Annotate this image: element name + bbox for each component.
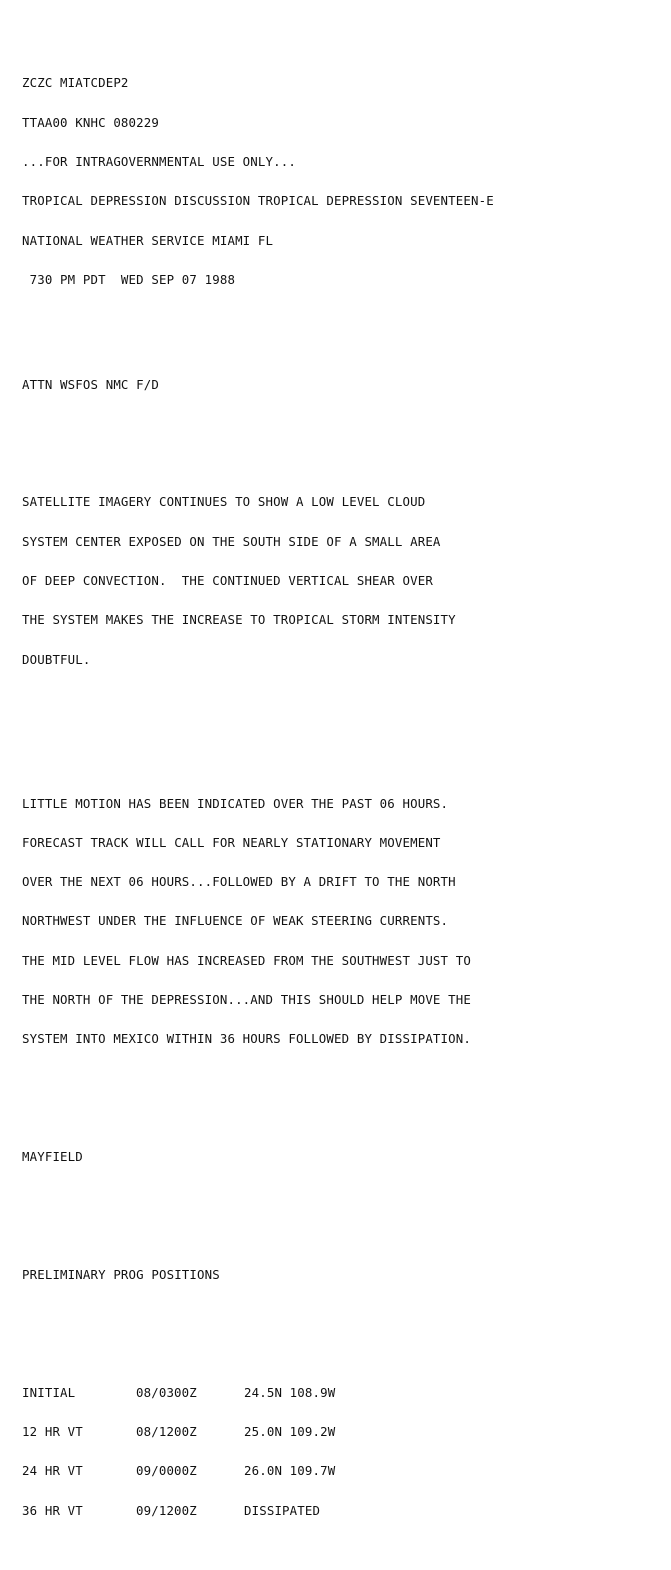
paragraph-line: SYSTEM INTO MEXICO WITHIN 36 HOURS FOLLOWED BY DISSIPATION. [22,1031,471,1047]
header-line: ZCZC MIATCDEP2 [22,75,129,91]
prog-row [22,1386,662,1399]
paragraph-line: SATELLITE IMAGERY CONTINUES TO SHOW A LOW LEVEL CLOUD [22,494,426,510]
paragraph-line: THE MID LEVEL FLOW HAS INCREASED FROM THE SOUTHWEST JUST TO [22,952,471,968]
header-line: TTAA00 KNHC 080229 [22,114,159,130]
header-line: 730 PM PDT WED SEP 07 1988 [22,271,236,287]
prog-time: 09/1200Z [136,1502,197,1518]
spacer [22,1098,662,1111]
header-block [22,50,662,312]
paragraph-line: LITTLE MOTION HAS BEEN INDICATED OVER THE PAST 06 HOURS. [22,795,449,811]
prog-position: 26.0N 109.7W [244,1463,336,1479]
prog-time: 09/0000Z [136,1463,197,1479]
spacer [22,417,662,430]
prog-label: 36 HR VT [22,1502,83,1518]
prog-position: 25.0N 109.2W [244,1424,336,1440]
prog-time: 08/1200Z [136,1424,197,1440]
header-line: TROPICAL DEPRESSION DISCUSSION TROPICAL DEPRESSION SEVENTEEN-E [22,193,494,209]
discussion-document [22,24,662,1556]
prog-label: 12 HR VT [22,1424,83,1440]
paragraph-line: THE NORTH OF THE DEPRESSION...AND THIS SHOULD HELP MOVE THE [22,991,471,1007]
paragraph-line: DOUBTFUL. [22,651,91,667]
prog-position: DISSIPATED [244,1502,321,1518]
paragraph-line: NORTHWEST UNDER THE INFLUENCE OF WEAK STEERING CURRENTS. [22,913,449,929]
spacer [22,1307,662,1320]
prog-table [22,1360,662,1543]
spacer [22,718,662,731]
paragraph-line: OVER THE NEXT 06 HOURS...FOLLOWED BY A DRIFT TO THE NORTH [22,874,456,890]
prog-row [22,1464,662,1477]
prog-position: 24.5N 108.9W [244,1384,336,1400]
paragraph-motion [22,770,662,1071]
paragraph-satellite [22,469,662,692]
paragraph-line: FORECAST TRACK WILL CALL FOR NEARLY STATIONARY MOVEMENT [22,834,441,850]
paragraph-line: OF DEEP CONVECTION. THE CONTINUED VERTICAL SHEAR OVER [22,572,433,588]
prog-label: 24 HR VT [22,1463,83,1479]
signature: MAYFIELD [22,1149,83,1165]
paragraph-line: THE SYSTEM MAKES THE INCREASE TO TROPICAL STORM INTENSITY [22,612,456,628]
prog-row [22,1425,662,1438]
prog-label: INITIAL [22,1384,76,1400]
spacer [22,338,662,351]
header-line: NATIONAL WEATHER SERVICE MIAMI FL [22,232,274,248]
prog-row [22,1504,662,1517]
attn-line: ATTN WSFOS NMC F/D [22,376,159,392]
paragraph-line: SYSTEM CENTER EXPOSED ON THE SOUTH SIDE OF A SMALL AREA [22,533,441,549]
prog-time: 08/0300Z [136,1384,197,1400]
spacer [22,1189,662,1228]
prog-title: PRELIMINARY PROG POSITIONS [22,1266,220,1282]
header-line: ...FOR INTRAGOVERNMENTAL USE ONLY... [22,153,296,169]
